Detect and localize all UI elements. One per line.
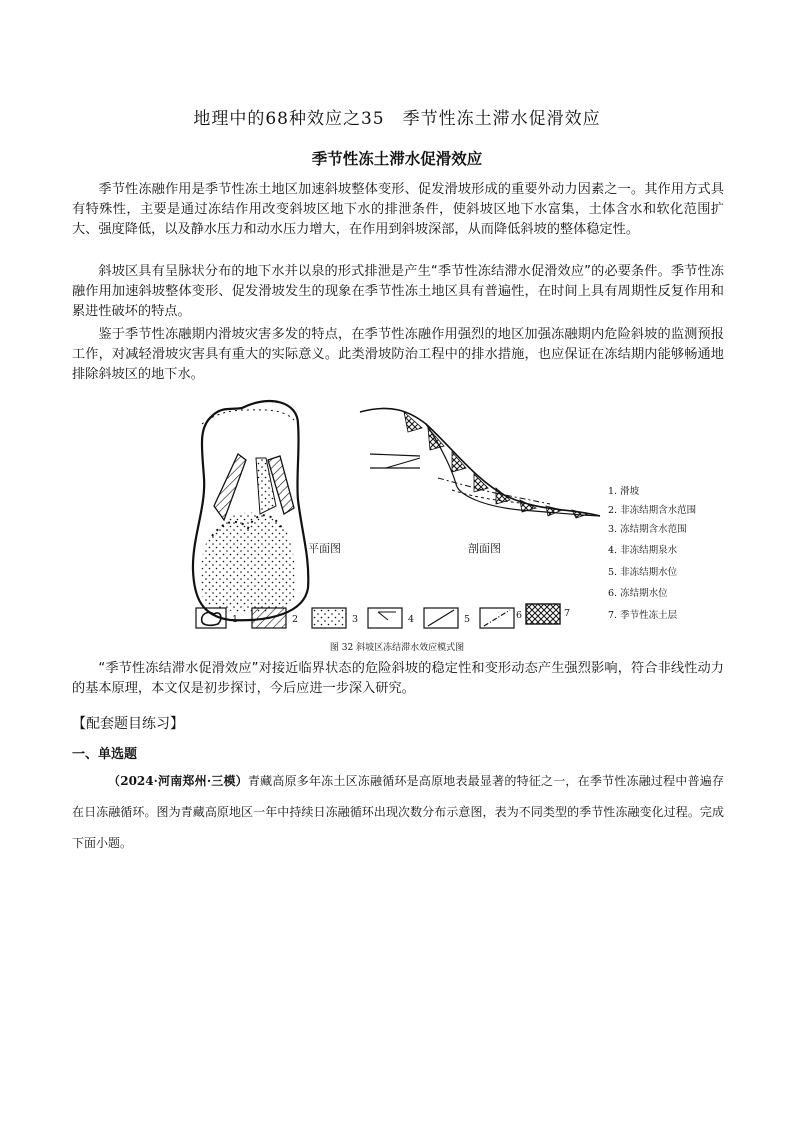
legend-item: 4. 非冻结期泉水 [608,545,678,556]
question-stem [72,766,724,859]
section-title: 季节性冻土滞水促滑效应 [311,150,483,168]
question-source: （2024·河南郑州·三模） [108,774,248,788]
svg-text:7: 7 [564,608,571,619]
cross-section-diagram [360,408,600,518]
legend-item: 3. 冻结期含水范围 [608,524,687,535]
legend-item: 7. 季节性冻土层 [608,610,678,621]
legend-item: 5. 非冻结期水位 [608,567,678,578]
svg-text:4: 4 [408,614,415,625]
paragraph-4: “季节性冻结滞水促滑效应”对接近临界状态的危险斜坡的稳定性和变形动态产生强烈影响，符合非线性动力的基本原理，本文仅是初步探讨，今后应进一步深入研究。 [72,661,724,697]
symbol-legend [196,604,570,628]
figure-caption: 图 32 斜坡区冻结滞水效应模式图 [329,643,465,653]
svg-text:3: 3 [352,614,359,625]
svg-text:5: 5 [464,614,471,625]
section-view-label: 剖面图 [468,542,501,555]
paragraph-3: 鉴于季节性冻融期内滑坡灾害多发的特点，在季节性冻融作用强烈的地区加强冻融期内危险斜坡的监测预报工作，对减轻滑坡灾害具有重大的实际意义。此类滑坡防治工程中的排水措施，也应保证在冻结期内能够畅通地排除斜坡区的地下水。 [72,327,724,383]
svg-text:1: 1 [232,614,239,625]
legend-item: 2. 非冻结期含水范围 [608,505,697,516]
paragraph-1: 季节性冻融作用是季节性冻土地区加速斜坡整体变形、促发滑坡形成的重要外动力因素之一。其作用方式具有特殊性，主要是通过冻结作用改变斜坡区地下水的排泄条件，使斜坡区地下水富集，土体含水和软化范围扩大、强度降低，以及静水压力和动水压力增大，在作用到斜坡深部，从而降低斜坡的整体稳定性。 [72,182,724,238]
legend-item: 6. 冻结期水位 [608,588,668,599]
plan-view-label: 平面图 [308,542,341,555]
slope-frozen-water-figure [190,388,730,636]
single-choice-heading: 一、单选题 [72,747,138,762]
svg-text:6: 6 [516,610,523,621]
legend-item: 1. 滑坡 [608,486,640,497]
question-text: 青藏高原多年冻土区冻融循环是高原地表最显著的特征之一，在季节性冻融过程中普遍存在日冻融循环。图为青藏高原地区一年中持续日冻融循环出现次数分布示意图，表为不同类型的季节性冻融变化过程。完成下面小题。 [72,774,724,850]
practice-heading: 【配套题目练习】 [72,716,184,732]
page-title: 地理中的68种效应之35 季节性冻土滞水促滑效应 [193,109,601,129]
svg-text:2: 2 [292,614,299,625]
plan-view-diagram [193,401,308,620]
paragraph-2: 斜坡区具有呈脉状分布的地下水并以泉的形式排泄是产生“季节性冻结滞水促滑效应”的必要条件。季节性冻融作用加速斜坡整体变形、促发滑坡发生的现象在季节性冻土地区具有普遍性，在时间上具有周期性反复作用和累进性破坏的特点。 [72,264,724,320]
